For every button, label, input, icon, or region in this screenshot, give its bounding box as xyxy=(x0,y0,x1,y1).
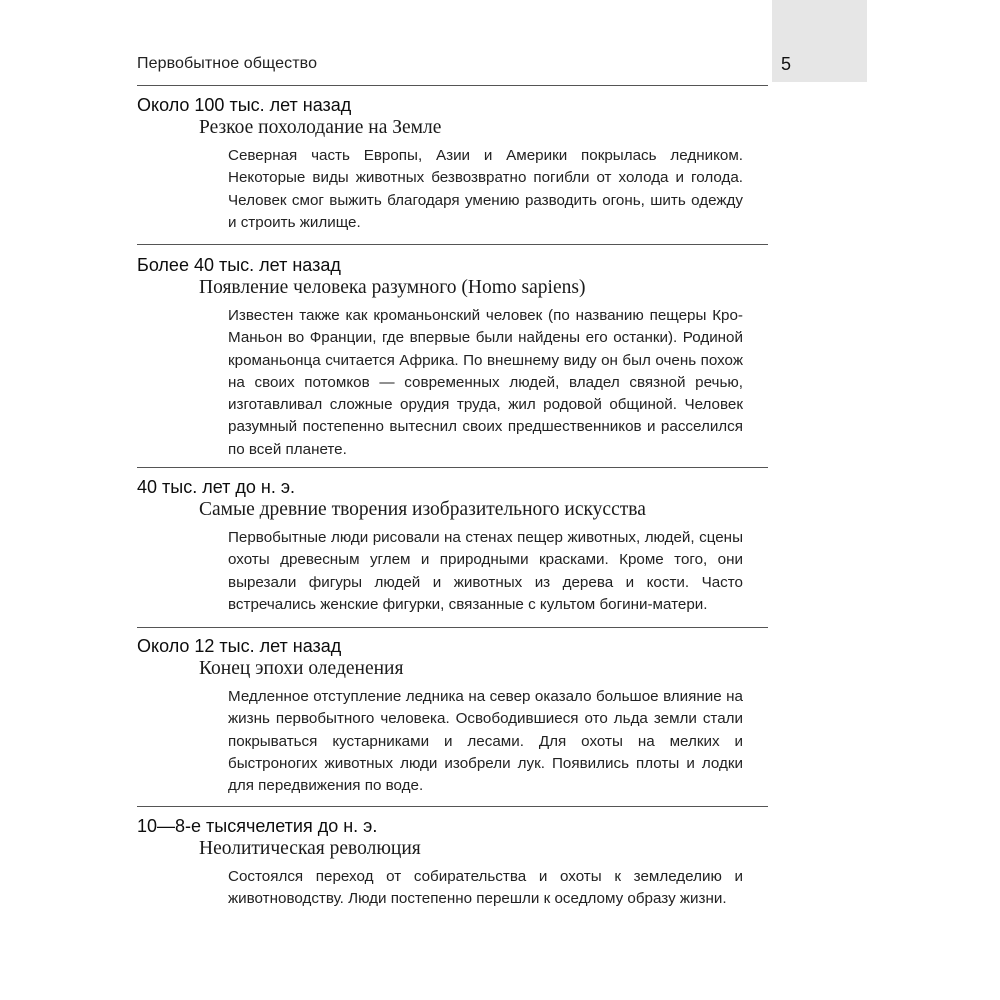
entry-date: Около 100 тыс. лет назад xyxy=(137,95,352,115)
running-head: Первобытное общество xyxy=(137,55,318,72)
timeline-entry xyxy=(137,476,777,616)
timeline-entry xyxy=(137,254,777,461)
entry-text: Известен также как кроманьонский человек (по названию пещеры Кро-Маньон во Франции, где впервые были найдены его останки). Родиной кроманьонца считается Африка. По внешнему виду он был очень похож на своих потомков — современных людей, владел связной речью, изготавливал сложные орудия труда, жил родовой общиной. Человек разумный постепенно вытеснил своих предшественников и расселился по всей планете. xyxy=(228,307,743,458)
entry-title: Неолитическая революция xyxy=(199,838,421,859)
entry-date: Более 40 тыс. лет назад xyxy=(137,255,341,275)
timeline-entry xyxy=(137,635,777,797)
entry-text: Состоялся переход от собирательства и охоты к земледелию и животноводству. Люди постепенно перешли к оседлому образу жизни. xyxy=(228,868,743,908)
timeline-entry xyxy=(137,815,777,911)
divider-rule xyxy=(137,806,768,807)
entry-text: Северная часть Европы, Азии и Америки покрылась ледником. Некоторые виды животных безвозвратно погибли от холода и голода. Человек смог выжить благодаря умению разводить огонь, шить одежду и строить жилище. xyxy=(228,147,743,231)
entry-title: Появление человека разумного (Homo sapiens) xyxy=(199,277,586,298)
entry-text: Медленное отступление ледника на север оказало большое влияние на жизнь первобытного человека. Освободившиеся ото льда земли стали покрываться кустарниками и лесами. Для охоты на мелких и быстроногих животных люди изобрели лук. Появились плоты и лодки для передвижения по воде. xyxy=(228,688,743,795)
divider-rule xyxy=(137,467,768,468)
entry-date: 40 тыс. лет до н. э. xyxy=(137,477,296,497)
entry-date: Около 12 тыс. лет назад xyxy=(137,636,342,656)
timeline-entry xyxy=(137,94,777,234)
divider-rule xyxy=(137,627,768,628)
divider-rule xyxy=(137,85,768,86)
page-number: 5 xyxy=(781,54,792,74)
entry-title: Самые древние творения изобразительного искусства xyxy=(199,499,646,520)
divider-rule xyxy=(137,244,768,245)
entry-title: Резкое похолодание на Земле xyxy=(199,117,442,138)
entry-title: Конец эпохи оледенения xyxy=(199,658,404,679)
entry-text: Первобытные люди рисовали на стенах пещер животных, людей, сцены охоты древесным углем и природными красками. Кроме того, они вырезали фигуры людей и животных из дерева и кости. Часто встречались женские фигурки, связанные с культом богини-матери. xyxy=(228,529,743,613)
entry-date: 10—8-е тысячелетия до н. э. xyxy=(137,816,378,836)
